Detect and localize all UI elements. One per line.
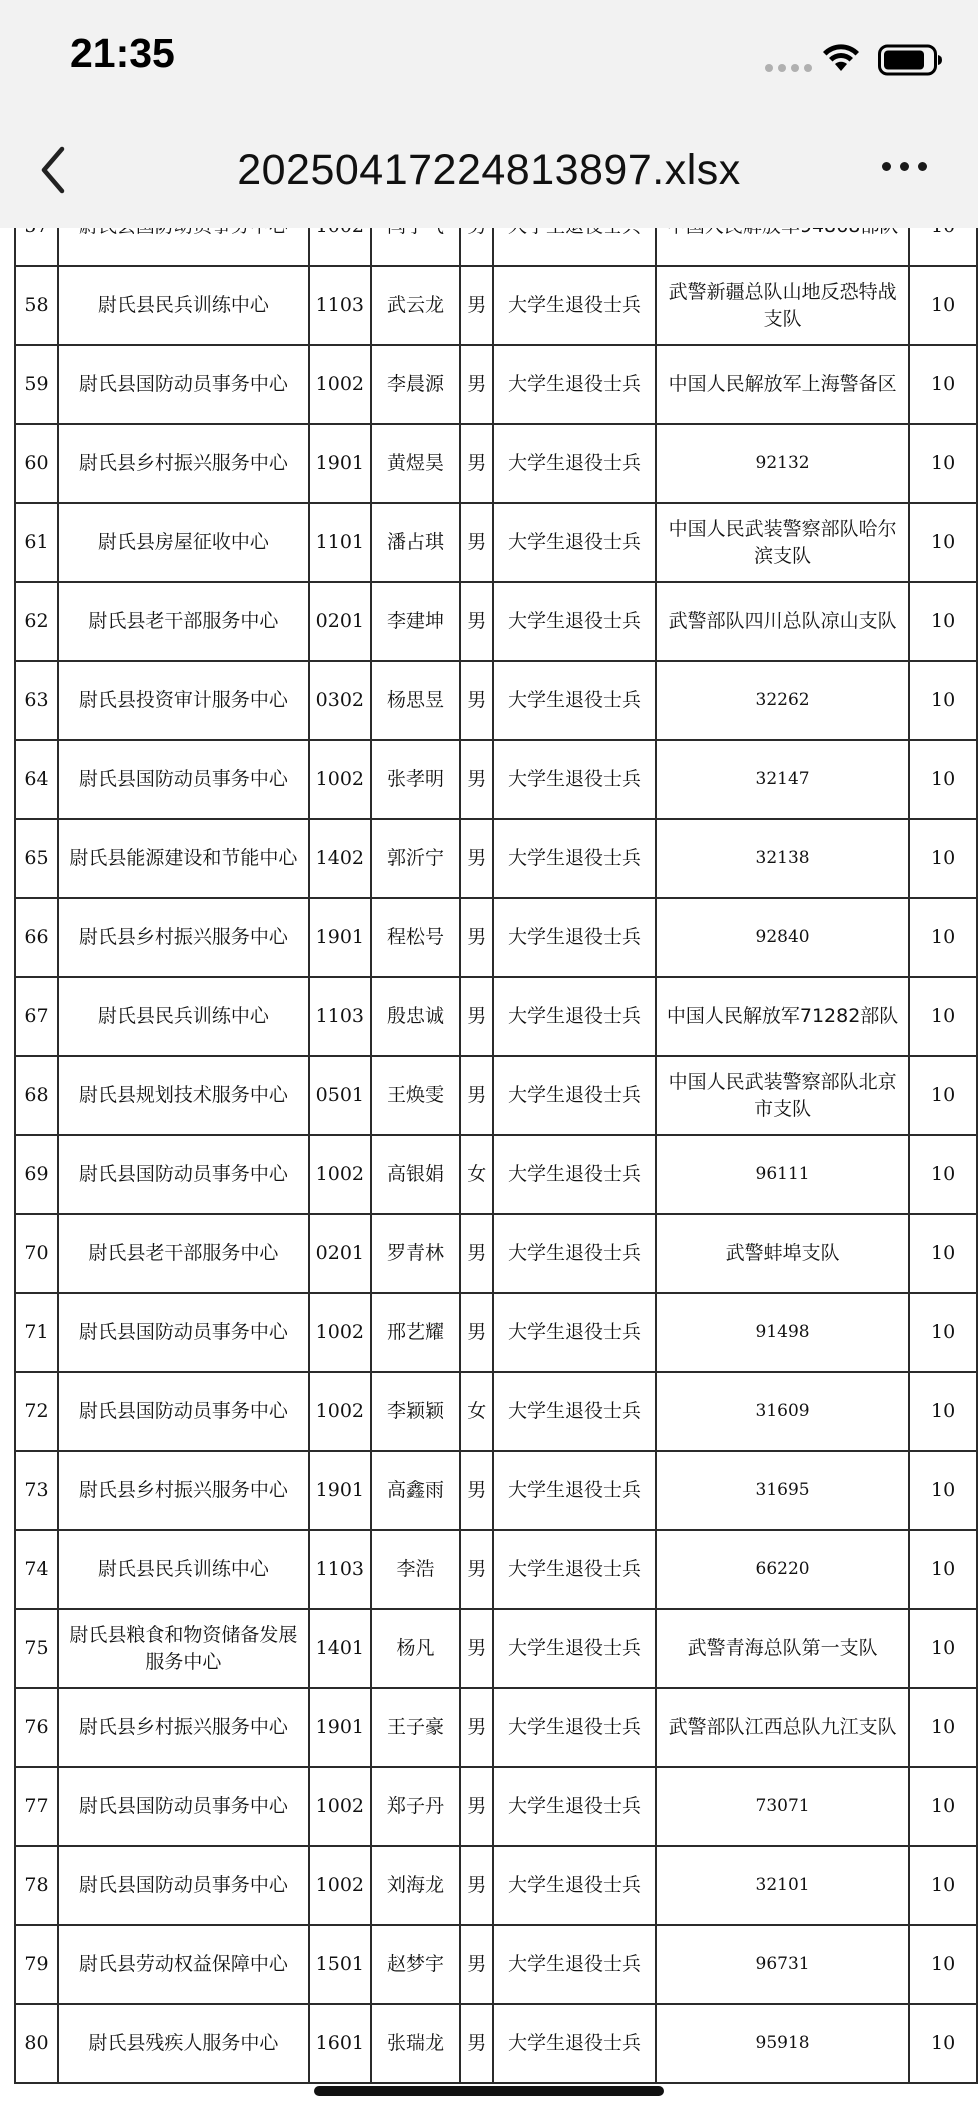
category-cell[interactable]: 大学生退役士兵 <box>493 266 656 345</box>
row-number-cell[interactable]: 73 <box>15 1451 58 1530</box>
file-title: 20250417224813897.xlsx <box>237 146 741 194</box>
category-cell[interactable]: 大学生退役士兵 <box>493 898 656 977</box>
score-cell[interactable]: 10 <box>909 2004 977 2083</box>
service-unit-cell[interactable]: 中国人民武装警察部队哈尔滨支队 <box>656 503 909 582</box>
category-cell[interactable]: 大学生退役士兵 <box>493 1846 656 1925</box>
table-row <box>15 2004 977 2083</box>
name-cell[interactable]: 李晨源 <box>371 345 460 424</box>
gender-cell[interactable]: 男 <box>460 582 493 661</box>
table-row <box>15 1767 977 1846</box>
score-cell[interactable]: 10 <box>909 819 977 898</box>
category-cell[interactable]: 大学生退役士兵 <box>493 1530 656 1609</box>
score-cell[interactable]: 10 <box>909 345 977 424</box>
score-cell[interactable]: 10 <box>909 1056 977 1135</box>
row-number-cell[interactable]: 66 <box>15 898 58 977</box>
row-number-cell[interactable]: 61 <box>15 503 58 582</box>
row-number-cell[interactable]: 64 <box>15 740 58 819</box>
position-code-cell[interactable]: 0201 <box>309 582 371 661</box>
gender-cell[interactable]: 男 <box>460 898 493 977</box>
name-cell[interactable]: 杨凡 <box>371 1609 460 1688</box>
battery-icon <box>878 44 944 76</box>
table-row <box>15 1135 977 1214</box>
organization-cell[interactable]: 尉氏县国防动员事务中心 <box>58 345 309 424</box>
position-code-cell[interactable]: 1103 <box>309 266 371 345</box>
organization-cell[interactable]: 尉氏县能源建设和节能中心 <box>58 819 309 898</box>
position-code-cell[interactable]: 1002 <box>309 1293 371 1372</box>
name-cell[interactable]: 郭沂宁 <box>371 819 460 898</box>
name-cell[interactable]: 殷忠诚 <box>371 977 460 1056</box>
position-code-cell[interactable]: 1103 <box>309 1530 371 1609</box>
gender-cell[interactable]: 男 <box>460 345 493 424</box>
service-unit-cell[interactable]: 73071 <box>656 1767 909 1846</box>
organization-cell[interactable]: 尉氏县国防动员事务中心 <box>58 740 309 819</box>
row-number-cell[interactable]: 80 <box>15 2004 58 2083</box>
category-cell[interactable]: 大学生退役士兵 <box>493 1056 656 1135</box>
score-cell[interactable]: 10 <box>909 1609 977 1688</box>
name-cell[interactable]: 罗青林 <box>371 1214 460 1293</box>
cellular-signal-icon <box>765 64 812 72</box>
gender-cell[interactable]: 女 <box>460 1135 493 1214</box>
row-number-cell[interactable]: 76 <box>15 1688 58 1767</box>
name-cell[interactable]: 张孝明 <box>371 740 460 819</box>
service-unit-cell[interactable]: 武警部队四川总队凉山支队 <box>656 582 909 661</box>
gender-cell[interactable]: 男 <box>460 1530 493 1609</box>
category-cell[interactable]: 大学生退役士兵 <box>493 424 656 503</box>
organization-cell[interactable]: 尉氏县国防动员事务中心 <box>58 1372 309 1451</box>
row-number-cell[interactable]: 67 <box>15 977 58 1056</box>
organization-cell[interactable]: 尉氏县老干部服务中心 <box>58 582 309 661</box>
table-row <box>15 1688 977 1767</box>
name-cell[interactable]: 邢艺耀 <box>371 1293 460 1372</box>
wifi-icon <box>821 44 861 74</box>
organization-cell[interactable]: 尉氏县规划技术服务中心 <box>58 1056 309 1135</box>
score-cell[interactable]: 10 <box>909 582 977 661</box>
position-code-cell[interactable]: 0201 <box>309 1214 371 1293</box>
gender-cell[interactable]: 男 <box>460 819 493 898</box>
table-row <box>15 740 977 819</box>
gender-cell[interactable]: 男 <box>460 1214 493 1293</box>
score-cell[interactable]: 10 <box>909 661 977 740</box>
table-row <box>15 1609 977 1688</box>
service-unit-cell[interactable]: 95918 <box>656 2004 909 2083</box>
category-cell[interactable]: 大学生退役士兵 <box>493 582 656 661</box>
more-dot-icon <box>900 162 909 171</box>
table-row <box>15 1372 977 1451</box>
table-row <box>15 1214 977 1293</box>
organization-cell[interactable]: 尉氏县老干部服务中心 <box>58 1214 309 1293</box>
table-row <box>15 1846 977 1925</box>
name-cell[interactable]: 李颖颖 <box>371 1372 460 1451</box>
score-cell[interactable]: 10 <box>909 503 977 582</box>
service-unit-cell[interactable]: 96111 <box>656 1135 909 1214</box>
organization-cell[interactable]: 尉氏县房屋征收中心 <box>58 503 309 582</box>
table-row <box>15 582 977 661</box>
row-number-cell[interactable]: 63 <box>15 661 58 740</box>
service-unit-cell[interactable]: 中国人民武装警察部队北京市支队 <box>656 1056 909 1135</box>
category-cell[interactable]: 大学生退役士兵 <box>493 1372 656 1451</box>
service-unit-cell[interactable]: 32262 <box>656 661 909 740</box>
position-code-cell[interactable]: 1002 <box>309 1767 371 1846</box>
more-dot-icon <box>918 162 927 171</box>
name-cell[interactable]: 黄煜昊 <box>371 424 460 503</box>
table-row <box>15 1925 977 2004</box>
score-cell[interactable]: 10 <box>909 1530 977 1609</box>
position-code-cell[interactable]: 1402 <box>309 819 371 898</box>
table-row <box>15 661 977 740</box>
name-cell[interactable]: 武云龙 <box>371 266 460 345</box>
row-number-cell[interactable]: 72 <box>15 1372 58 1451</box>
score-cell[interactable]: 10 <box>909 977 977 1056</box>
score-cell[interactable]: 10 <box>909 1214 977 1293</box>
gender-cell[interactable]: 男 <box>460 1451 493 1530</box>
organization-cell[interactable]: 尉氏县国防动员事务中心 <box>58 1135 309 1214</box>
position-code-cell[interactable]: 1901 <box>309 1688 371 1767</box>
row-number-cell[interactable]: 69 <box>15 1135 58 1214</box>
organization-cell[interactable]: 尉氏县国防动员事务中心 <box>58 1293 309 1372</box>
name-cell[interactable]: 程松号 <box>371 898 460 977</box>
organization-cell[interactable]: 尉氏县粮食和物资储备发展服务中心 <box>58 1609 309 1688</box>
name-cell[interactable]: 王子豪 <box>371 1688 460 1767</box>
status-time: 21:35 <box>70 30 175 76</box>
organization-cell[interactable]: 尉氏县乡村振兴服务中心 <box>58 1451 309 1530</box>
score-cell[interactable]: 10 <box>909 898 977 977</box>
table-row <box>15 819 977 898</box>
row-number-cell[interactable]: 77 <box>15 1767 58 1846</box>
score-cell[interactable]: 10 <box>909 1135 977 1214</box>
name-cell[interactable]: 李浩 <box>371 1530 460 1609</box>
category-cell[interactable]: 大学生退役士兵 <box>493 2004 656 2083</box>
table-body <box>15 187 977 2083</box>
position-code-cell[interactable]: 1002 <box>309 345 371 424</box>
organization-cell[interactable]: 尉氏县国防动员事务中心 <box>58 1846 309 1925</box>
name-cell[interactable]: 李建坤 <box>371 582 460 661</box>
category-cell[interactable]: 大学生退役士兵 <box>493 740 656 819</box>
row-number-cell[interactable]: 65 <box>15 819 58 898</box>
service-unit-cell[interactable]: 中国人民解放军上海警备区 <box>656 345 909 424</box>
gender-cell[interactable]: 男 <box>460 1056 493 1135</box>
score-cell[interactable]: 10 <box>909 1925 977 2004</box>
organization-cell[interactable]: 尉氏县乡村振兴服务中心 <box>58 898 309 977</box>
organization-cell[interactable]: 尉氏县民兵训练中心 <box>58 977 309 1056</box>
score-cell[interactable]: 10 <box>909 1293 977 1372</box>
organization-cell[interactable]: 尉氏县乡村振兴服务中心 <box>58 1688 309 1767</box>
home-indicator <box>314 2086 664 2096</box>
table-row <box>15 1451 977 1530</box>
table-row <box>15 345 977 424</box>
data-table <box>14 186 978 2084</box>
service-unit-cell[interactable]: 武警蚌埠支队 <box>656 1214 909 1293</box>
category-cell[interactable]: 大学生退役士兵 <box>493 1767 656 1846</box>
gender-cell[interactable]: 男 <box>460 977 493 1056</box>
score-cell[interactable]: 10 <box>909 266 977 345</box>
row-number-cell[interactable]: 60 <box>15 424 58 503</box>
position-code-cell[interactable]: 1103 <box>309 977 371 1056</box>
gender-cell[interactable]: 男 <box>460 1925 493 2004</box>
gender-cell[interactable]: 男 <box>460 1688 493 1767</box>
name-cell[interactable]: 赵梦宇 <box>371 1925 460 2004</box>
service-unit-cell[interactable]: 武警新疆总队山地反恐特战支队 <box>656 266 909 345</box>
row-number-cell[interactable]: 58 <box>15 266 58 345</box>
position-code-cell[interactable]: 1601 <box>309 2004 371 2083</box>
name-cell[interactable]: 杨思昱 <box>371 661 460 740</box>
row-number-cell[interactable]: 59 <box>15 345 58 424</box>
service-unit-cell[interactable]: 32147 <box>656 740 909 819</box>
organization-cell[interactable]: 尉氏县乡村振兴服务中心 <box>58 424 309 503</box>
category-cell[interactable]: 大学生退役士兵 <box>493 1609 656 1688</box>
gender-cell[interactable]: 男 <box>460 1767 493 1846</box>
more-dot-icon <box>882 162 891 171</box>
row-number-cell[interactable]: 78 <box>15 1846 58 1925</box>
table-row <box>15 503 977 582</box>
position-code-cell[interactable]: 1401 <box>309 1609 371 1688</box>
name-cell[interactable]: 王焕雯 <box>371 1056 460 1135</box>
table-row <box>15 898 977 977</box>
category-cell[interactable]: 大学生退役士兵 <box>493 1214 656 1293</box>
position-code-cell[interactable]: 1901 <box>309 1451 371 1530</box>
organization-cell[interactable]: 尉氏县劳动权益保障中心 <box>58 1925 309 2004</box>
name-cell[interactable]: 刘海龙 <box>371 1846 460 1925</box>
gender-cell[interactable]: 男 <box>460 1846 493 1925</box>
gender-cell[interactable]: 男 <box>460 740 493 819</box>
row-number-cell[interactable]: 71 <box>15 1293 58 1372</box>
name-cell[interactable]: 潘占琪 <box>371 503 460 582</box>
organization-cell[interactable]: 尉氏县国防动员事务中心 <box>58 1767 309 1846</box>
name-cell[interactable]: 高鑫雨 <box>371 1451 460 1530</box>
score-cell[interactable]: 10 <box>909 1372 977 1451</box>
position-code-cell[interactable]: 0501 <box>309 1056 371 1135</box>
table-row <box>15 1530 977 1609</box>
service-unit-cell[interactable]: 92132 <box>656 424 909 503</box>
category-cell[interactable]: 大学生退役士兵 <box>493 1293 656 1372</box>
category-cell[interactable]: 大学生退役士兵 <box>493 1688 656 1767</box>
position-code-cell[interactable]: 1501 <box>309 1925 371 2004</box>
service-unit-cell[interactable]: 武警青海总队第一支队 <box>656 1609 909 1688</box>
position-code-cell[interactable]: 0302 <box>309 661 371 740</box>
organization-cell[interactable]: 尉氏县民兵训练中心 <box>58 1530 309 1609</box>
gender-cell[interactable]: 男 <box>460 503 493 582</box>
row-number-cell[interactable]: 70 <box>15 1214 58 1293</box>
row-number-cell[interactable]: 74 <box>15 1530 58 1609</box>
position-code-cell[interactable]: 1901 <box>309 898 371 977</box>
service-unit-cell[interactable]: 32138 <box>656 819 909 898</box>
service-unit-cell[interactable]: 31609 <box>656 1372 909 1451</box>
service-unit-cell[interactable]: 武警部队江西总队九江支队 <box>656 1688 909 1767</box>
table-row <box>15 1293 977 1372</box>
score-cell[interactable]: 10 <box>909 740 977 819</box>
gender-cell[interactable]: 男 <box>460 266 493 345</box>
service-unit-cell[interactable]: 96731 <box>656 1925 909 2004</box>
position-code-cell[interactable]: 1101 <box>309 503 371 582</box>
position-code-cell[interactable]: 1002 <box>309 1135 371 1214</box>
position-code-cell[interactable]: 1901 <box>309 424 371 503</box>
gender-cell[interactable]: 男 <box>460 424 493 503</box>
gender-cell[interactable]: 男 <box>460 1293 493 1372</box>
organization-cell[interactable]: 尉氏县投资审计服务中心 <box>58 661 309 740</box>
service-unit-cell[interactable]: 92840 <box>656 898 909 977</box>
row-number-cell[interactable]: 68 <box>15 1056 58 1135</box>
name-cell[interactable]: 张瑞龙 <box>371 2004 460 2083</box>
category-cell[interactable]: 大学生退役士兵 <box>493 1925 656 2004</box>
gender-cell[interactable]: 男 <box>460 1609 493 1688</box>
score-cell[interactable]: 10 <box>909 1846 977 1925</box>
service-unit-cell[interactable]: 31695 <box>656 1451 909 1530</box>
score-cell[interactable]: 10 <box>909 1451 977 1530</box>
category-cell[interactable]: 大学生退役士兵 <box>493 819 656 898</box>
row-number-cell[interactable]: 75 <box>15 1609 58 1688</box>
score-cell[interactable]: 10 <box>909 1688 977 1767</box>
position-code-cell[interactable]: 1002 <box>309 740 371 819</box>
table-row <box>15 1056 977 1135</box>
gender-cell[interactable]: 男 <box>460 661 493 740</box>
table-row <box>15 266 977 345</box>
category-cell[interactable]: 大学生退役士兵 <box>493 1135 656 1214</box>
category-cell[interactable]: 大学生退役士兵 <box>493 345 656 424</box>
name-cell[interactable]: 高银娟 <box>371 1135 460 1214</box>
position-code-cell[interactable]: 1002 <box>309 1846 371 1925</box>
row-number-cell[interactable]: 62 <box>15 582 58 661</box>
position-code-cell[interactable]: 1002 <box>309 1372 371 1451</box>
category-cell[interactable]: 大学生退役士兵 <box>493 661 656 740</box>
category-cell[interactable]: 大学生退役士兵 <box>493 503 656 582</box>
score-cell[interactable]: 10 <box>909 424 977 503</box>
service-unit-cell[interactable]: 91498 <box>656 1293 909 1372</box>
score-cell[interactable]: 10 <box>909 1767 977 1846</box>
category-cell[interactable]: 大学生退役士兵 <box>493 1451 656 1530</box>
organization-cell[interactable]: 尉氏县民兵训练中心 <box>58 266 309 345</box>
top-bar <box>0 0 978 228</box>
service-unit-cell[interactable]: 32101 <box>656 1846 909 1925</box>
service-unit-cell[interactable]: 66220 <box>656 1530 909 1609</box>
organization-cell[interactable]: 尉氏县残疾人服务中心 <box>58 2004 309 2083</box>
category-cell[interactable]: 大学生退役士兵 <box>493 977 656 1056</box>
name-cell[interactable]: 郑子丹 <box>371 1767 460 1846</box>
row-number-cell[interactable]: 79 <box>15 1925 58 2004</box>
service-unit-cell[interactable]: 中国人民解放军71282部队 <box>656 977 909 1056</box>
more-options-button[interactable] <box>882 162 927 171</box>
table-row <box>15 977 977 1056</box>
gender-cell[interactable]: 女 <box>460 1372 493 1451</box>
gender-cell[interactable]: 男 <box>460 2004 493 2083</box>
table-row <box>15 424 977 503</box>
